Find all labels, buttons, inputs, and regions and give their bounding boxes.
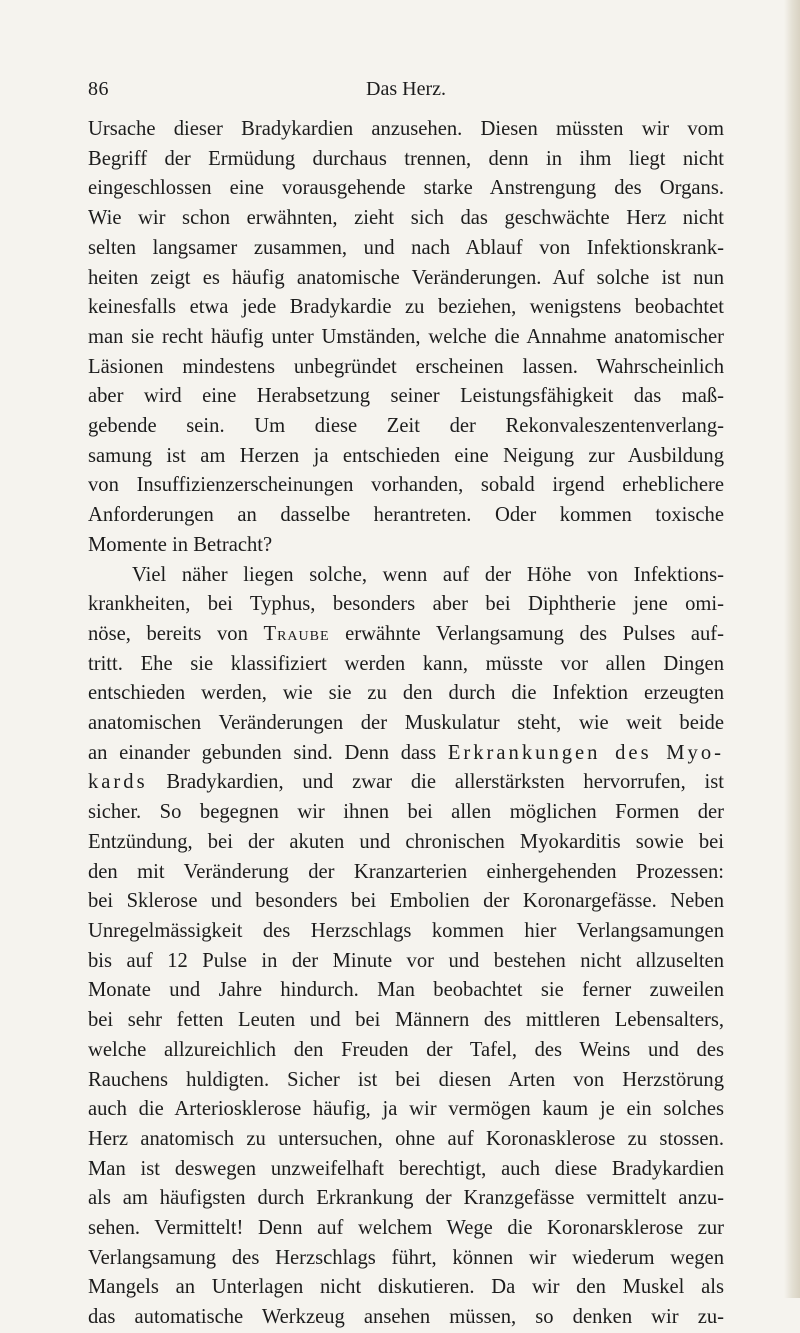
text-line: Wie wir schon erwähnten, zieht sich das geschwächte Herz nicht [88, 207, 724, 230]
text-line: Läsionen mindestens unbegründet erscheinen lassen. Wahrscheinlich [88, 355, 724, 378]
text-fragment: an einander gebunden sind. Denn dass [88, 741, 448, 764]
paragraph-1 [88, 115, 724, 561]
text-line: bei sehr fetten Leuten und bei Männern des mittleren Lebensalters, [88, 1009, 724, 1032]
text-line: auch die Arteriosklerose häufig, ja wir vermögen kaum je ein solches [88, 1098, 724, 1121]
author-name-traube: Traube [263, 622, 330, 645]
text-line: bei Sklerose und besonders bei Embolien der Koronargefässe. Neben [88, 890, 724, 913]
text-line: Ursache dieser Bradykardien anzusehen. Diesen müssten wir vom [88, 118, 724, 140]
text-line: als am häufigsten durch Erkrankung der Kranzgefässe vermittelt anzu- [88, 1187, 724, 1210]
page-number: 86 [88, 78, 109, 100]
text-line: Anforderungen an dasselbe herantreten. Oder kommen toxische [88, 504, 724, 527]
text-line: bis auf 12 Pulse in der Minute vor und bestehen nicht allzuselten [88, 949, 724, 972]
text-line [88, 768, 724, 798]
text-line: von Insuffizienzerscheinungen vorhanden, sobald irgend erheblichere [88, 474, 724, 497]
emphasized-text: Erkrankungen des Myo- [447, 741, 724, 764]
text-line: anatomischen Veränderungen der Muskulatur steht, wie weit beide [88, 712, 724, 735]
text-line: gebende sein. Um diese Zeit der Rekonvaleszentenverlang- [88, 415, 724, 438]
text-line: tritt. Ehe sie klassifiziert werden kann, müsste vor allen Dingen [88, 652, 724, 675]
text-line: Monate und Jahre hindurch. Man beobachtet sie ferner zuweilen [88, 979, 724, 1002]
paragraph-2 [88, 561, 724, 1333]
text-line: eingeschlossen eine vorausgehende starke Anstrengung des Organs. [88, 177, 724, 200]
page-header [88, 78, 724, 108]
text-line: Begriff der Ermüdung durchaus trennen, denn in ihm liegt nicht [88, 147, 724, 170]
text-fragment: Bradykardien, und zwar die allerstärksten hervorrufen, ist [147, 771, 724, 794]
text-line: selten langsamer zusammen, und nach Ablauf von Infektionskrank- [88, 236, 724, 259]
text-line: Viel näher liegen solche, wenn auf der Höhe von Infektions- [132, 563, 724, 586]
running-title: Das Herz. [366, 78, 446, 100]
text-line: sehen. Vermittelt! Denn auf welchem Wege die Koronarsklerose zur [88, 1217, 724, 1240]
emphasized-text: kards [88, 771, 148, 794]
text-fragment: erwähnte Verlangsamung des Pulses auf- [329, 622, 724, 645]
text-line: das automatische Werkzeug ansehen müssen, so denken wir zu- [88, 1306, 724, 1329]
text-line: Verlangsamung des Herzschlags führt, können wir wiederum wegen [88, 1246, 724, 1269]
text-line: aber wird eine Herabsetzung seiner Leistungsfähigkeit das maß- [88, 385, 724, 408]
text-line: Momente in Betracht? [88, 533, 273, 556]
page-edge-shadow [784, 0, 800, 1298]
text-line: entschieden werden, wie sie zu den durch die Infektion erzeugten [88, 682, 724, 705]
text-line: Herz anatomisch zu untersuchen, ohne auf Koronasklerose zu stossen. [88, 1127, 724, 1150]
text-line: Mangels an Unterlagen nicht diskutieren. Da wir den Muskel als [88, 1276, 724, 1299]
text-line: Entzündung, bei der akuten und chronischen Myokarditis sowie bei [88, 830, 724, 853]
text-line: heiten zeigt es häufig anatomische Veränderungen. Auf solche ist nun [88, 266, 724, 289]
text-line [88, 620, 724, 650]
text-line: man sie recht häufig unter Umständen, welche die Annahme anatomischer [88, 325, 724, 348]
text-line: samung ist am Herzen ja entschieden eine Neigung zur Ausbildung [88, 444, 724, 467]
text-line: Man ist deswegen unzweifelhaft berechtigt, auch diese Bradykardien [88, 1157, 724, 1180]
text-line: keinesfalls etwa jede Bradykardie zu beziehen, wenigstens beobachtet [88, 296, 724, 319]
text-line: welche allzureichlich den Freuden der Tafel, des Weins und des [88, 1038, 724, 1061]
text-line: Unregelmässigkeit des Herzschlags kommen hier Verlangsamungen [88, 919, 724, 942]
text-line: krankheiten, bei Typhus, besonders aber bei Diphtherie jene omi- [88, 593, 724, 616]
text-line: den mit Veränderung der Kranzarterien einhergehenden Prozessen: [88, 860, 724, 883]
text-line: Rauchens huldigten. Sicher ist bei diesen Arten von Herzstörung [88, 1068, 724, 1091]
text-line: sicher. So begegnen wir ihnen bei allen möglichen Formen der [88, 801, 724, 824]
text-fragment: nöse, bereits von [88, 622, 264, 645]
body-text [88, 115, 724, 1333]
text-line [88, 739, 724, 769]
